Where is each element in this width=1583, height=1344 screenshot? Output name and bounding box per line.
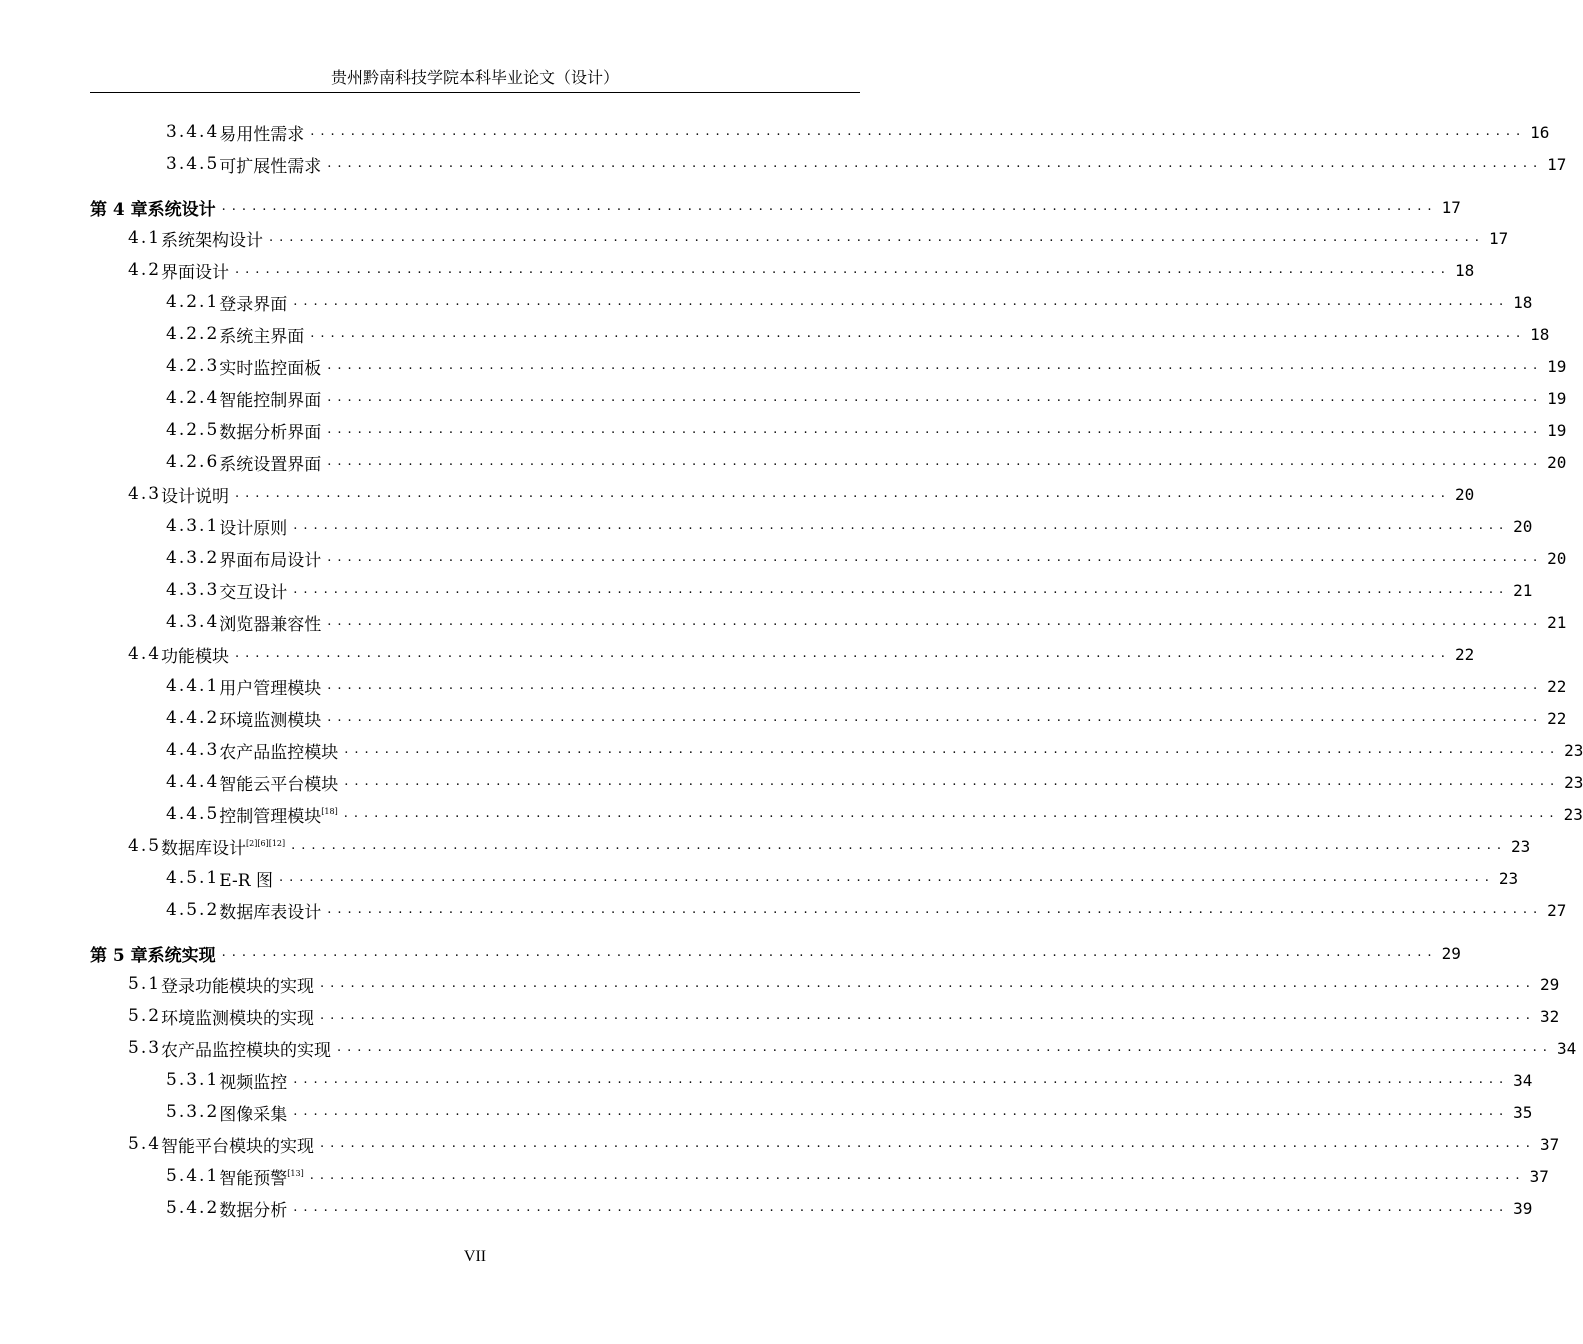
- toc-title: [161, 482, 229, 507]
- toc-page-number: 20: [1513, 516, 1533, 536]
- toc-entry[interactable]: [0, 319, 1550, 349]
- toc-page-number: 23: [1563, 804, 1583, 824]
- toc-title: [219, 706, 321, 731]
- toc-number: 4.3.2: [166, 548, 220, 568]
- dot-leader: ........................................................................................................................: [235, 646, 1451, 661]
- toc-title-text: 实时监控面板: [219, 358, 322, 379]
- toc-title: [161, 972, 314, 997]
- toc-page-number: 23: [1564, 772, 1583, 792]
- toc-title-text: 环境监测模块的实现: [161, 1008, 315, 1029]
- dot-leader: ........................................................................................................................: [293, 1200, 1510, 1215]
- toc-title: [219, 738, 338, 763]
- toc-entry[interactable]: [0, 671, 1567, 701]
- toc-page-number: 17: [1547, 154, 1567, 174]
- toc-title: [219, 290, 287, 315]
- toc-title-text: 易用性需求: [219, 124, 305, 145]
- dot-leader: ........................................................................................................................: [310, 124, 1527, 139]
- toc-entry[interactable]: [0, 511, 1533, 541]
- dot-leader: ........................................................................................................................: [344, 774, 1561, 789]
- toc-number: 5.2: [128, 1006, 162, 1026]
- toc-title-text: 视频监控: [219, 1072, 288, 1093]
- toc-title: [219, 610, 321, 635]
- dot-leader: ........................................................................................................................: [320, 1008, 1536, 1023]
- toc-title: [219, 418, 321, 443]
- toc-page-number: 22: [1454, 644, 1475, 664]
- toc-title-text: 可扩展性需求: [219, 156, 322, 177]
- toc-number: 4.2.2: [166, 324, 220, 344]
- dot-leader: ........................................................................................................................: [293, 518, 1510, 533]
- dot-leader: ........................................................................................................................: [293, 1104, 1510, 1119]
- toc-entry[interactable]: [0, 1129, 1560, 1159]
- dot-leader: ........................................................................................................................: [221, 199, 1438, 214]
- toc-title: [148, 195, 216, 220]
- toc-page-number: 23: [1498, 868, 1519, 888]
- toc-entry[interactable]: [0, 287, 1533, 317]
- toc-number: 4.4.1: [166, 676, 220, 696]
- toc-page-number: 34: [1513, 1070, 1533, 1090]
- dot-leader: ........................................................................................................................: [291, 838, 1508, 853]
- toc-entry[interactable]: [0, 149, 1567, 179]
- toc-number: 4.5: [128, 836, 162, 856]
- toc-number: 4.2.3: [166, 356, 220, 376]
- dot-leader: ........................................................................................................................: [278, 870, 1495, 885]
- toc-entry[interactable]: [0, 479, 1475, 509]
- toc-page-number: 20: [1454, 484, 1475, 504]
- toc-title-text: 智能云平台模块: [219, 774, 339, 795]
- toc-title: [219, 578, 287, 603]
- toc-title-text: 界面布局设计: [219, 550, 322, 571]
- toc-title-text: 智能平台模块的实现: [161, 1136, 315, 1157]
- toc-title: [219, 1164, 303, 1189]
- toc-page-number: 21: [1547, 612, 1567, 632]
- toc-entry[interactable]: [0, 703, 1567, 733]
- dot-leader: ........................................................................................................................: [327, 156, 1544, 171]
- toc-title: [219, 546, 321, 571]
- toc-number: 4.4.4: [166, 772, 220, 792]
- toc-entry[interactable]: [0, 607, 1567, 637]
- toc-page-number: 16: [1530, 122, 1550, 142]
- dot-leader: ........................................................................................................................: [320, 1136, 1536, 1151]
- toc-entry[interactable]: [0, 383, 1567, 413]
- toc-title-text: 设计说明: [161, 486, 230, 507]
- toc-title: [219, 354, 321, 379]
- toc-page-number: 22: [1547, 676, 1567, 696]
- dot-leader: ........................................................................................................................: [269, 230, 1485, 245]
- toc-page-number: 27: [1547, 900, 1567, 920]
- toc-entry[interactable]: [0, 543, 1567, 573]
- toc-title: [161, 226, 263, 251]
- dot-leader: ........................................................................................................................: [309, 1168, 1526, 1183]
- toc-entry[interactable]: [0, 767, 1583, 797]
- dot-leader: ........................................................................................................................: [293, 1072, 1510, 1087]
- toc-number: 5.4.2: [166, 1198, 220, 1218]
- toc-title-text: 界面设计: [161, 262, 230, 283]
- dot-leader: ........................................................................................................................: [327, 454, 1544, 469]
- toc-page-number: 18: [1513, 292, 1533, 312]
- toc-entry[interactable]: [0, 735, 1583, 765]
- dot-leader: ........................................................................................................................: [327, 678, 1544, 693]
- dot-leader: ........................................................................................................................: [310, 326, 1527, 341]
- toc-title-text: 系统架构设计: [161, 230, 264, 251]
- toc-title: [219, 802, 337, 827]
- toc-title-text: 登录功能模块的实现: [161, 976, 315, 997]
- toc-number: 4.4.2: [166, 708, 220, 728]
- dot-leader: ........................................................................................................................: [344, 742, 1561, 757]
- toc-entry[interactable]: [0, 351, 1567, 381]
- toc-number: 3.4.4: [166, 122, 220, 142]
- toc-number: 3.4.5: [166, 154, 220, 174]
- toc-page-number: 17: [1441, 197, 1461, 217]
- toc-title-text: 智能预警: [219, 1168, 288, 1189]
- toc-title: [219, 514, 287, 539]
- toc-number: 4.2.6: [166, 452, 220, 472]
- toc-title-text: 环境监测模块: [219, 710, 322, 731]
- dot-leader: ........................................................................................................................: [327, 550, 1544, 565]
- header-rule: [90, 92, 860, 93]
- dot-leader: ........................................................................................................................: [327, 902, 1544, 917]
- toc-title-text: 交互设计: [219, 582, 288, 603]
- toc-title: [219, 1068, 287, 1093]
- toc-title: [161, 258, 229, 283]
- toc-title-text: 智能控制界面: [219, 390, 322, 411]
- citation-superscript: [18]: [321, 806, 338, 816]
- toc-page-number: 21: [1513, 580, 1533, 600]
- toc-title-text: 功能模块: [161, 646, 230, 667]
- dot-leader: ........................................................................................................................: [343, 806, 1560, 821]
- toc-number: 4.5.1: [166, 868, 220, 888]
- toc-number: 5.4.1: [166, 1166, 220, 1186]
- toc-entry[interactable]: [0, 799, 1583, 829]
- toc-entry[interactable]: [0, 575, 1533, 605]
- toc-title-text: 控制管理模块: [219, 806, 322, 827]
- dot-leader: ........................................................................................................................: [293, 582, 1510, 597]
- toc-entry[interactable]: [0, 1001, 1560, 1031]
- dot-leader: ........................................................................................................................: [337, 1040, 1553, 1055]
- toc-title: [219, 450, 321, 475]
- toc-title-text: 数据库设计: [161, 838, 247, 859]
- toc-title-text: 用户管理模块: [219, 678, 322, 699]
- toc-page-number: 32: [1539, 1006, 1560, 1026]
- toc-page-number: 35: [1513, 1102, 1533, 1122]
- toc-number: 4.3.3: [166, 580, 220, 600]
- toc-page-number: 20: [1547, 548, 1567, 568]
- toc-entry[interactable]: [0, 117, 1550, 147]
- toc-page-number: 37: [1539, 1134, 1560, 1154]
- toc-title: [219, 120, 304, 145]
- toc-title-text: 图像采集: [219, 1104, 288, 1125]
- toc-number: 4.5.2: [166, 900, 220, 920]
- toc-page-number: 37: [1529, 1166, 1549, 1186]
- toc-number: 4.2.4: [166, 388, 220, 408]
- toc-number: 4.2: [128, 260, 162, 280]
- dot-leader: ........................................................................................................................: [327, 358, 1544, 373]
- toc-entry[interactable]: [0, 895, 1567, 925]
- toc-title: [148, 941, 216, 966]
- toc-entry[interactable]: [0, 1161, 1549, 1191]
- toc-page-number: 29: [1539, 974, 1560, 994]
- toc-title: [219, 770, 338, 795]
- page-number: VII: [463, 1248, 487, 1265]
- dot-leader: ........................................................................................................................: [293, 294, 1510, 309]
- toc-page-number: 19: [1547, 388, 1567, 408]
- toc-entry[interactable]: [0, 1065, 1533, 1095]
- toc-page-number: 39: [1513, 1198, 1533, 1218]
- toc-entry[interactable]: [0, 831, 1531, 861]
- toc-entry[interactable]: [0, 192, 1461, 222]
- toc-page-number: 20: [1547, 452, 1567, 472]
- toc-title: [219, 674, 321, 699]
- toc-entry[interactable]: [0, 1097, 1533, 1127]
- toc-title-text: 登录界面: [219, 294, 288, 315]
- toc-page-number: 23: [1564, 740, 1583, 760]
- toc-number: 4.4: [128, 644, 162, 664]
- toc-entry[interactable]: [0, 639, 1475, 669]
- toc-number: 5.1: [128, 974, 162, 994]
- toc-page-number: 23: [1511, 836, 1531, 856]
- toc-title-text: 系统主界面: [219, 326, 305, 347]
- toc-number: 4.3.1: [166, 516, 220, 536]
- dot-leader: ........................................................................................................................: [327, 422, 1544, 437]
- toc-number: 4.3.4: [166, 612, 220, 632]
- toc-title-text: 农产品监控模块: [219, 742, 339, 763]
- toc-entry[interactable]: [0, 1193, 1533, 1223]
- dot-leader: ........................................................................................................................: [327, 710, 1544, 725]
- toc-title-text: 数据分析界面: [219, 422, 322, 443]
- toc-number: 4.3: [128, 484, 162, 504]
- citation-superscript: [2][6][12]: [246, 838, 286, 848]
- toc-number: 5.3.2: [166, 1102, 220, 1122]
- toc-title: [219, 322, 304, 347]
- toc-title: [219, 866, 273, 891]
- toc-page-number: 34: [1556, 1038, 1577, 1058]
- toc-entry[interactable]: [0, 223, 1509, 253]
- toc-number: 5.4: [128, 1134, 162, 1154]
- toc-entry[interactable]: [0, 255, 1475, 285]
- toc-title: [219, 152, 321, 177]
- toc-number: 5.3.1: [166, 1070, 220, 1090]
- toc-title: [219, 898, 321, 923]
- toc-number: 4.2.1: [166, 292, 220, 312]
- toc-number: 第 5 章: [90, 945, 148, 966]
- toc-title-text: 数据库表设计: [219, 902, 322, 923]
- toc-number: 4.4.3: [166, 740, 220, 760]
- toc-page-number: 18: [1530, 324, 1550, 344]
- toc-title: [161, 1036, 331, 1061]
- toc-entry[interactable]: [0, 447, 1567, 477]
- toc-page-number: 19: [1547, 356, 1567, 376]
- toc-title-text: 数据分析: [219, 1200, 288, 1221]
- toc-entry[interactable]: [0, 863, 1519, 893]
- toc-title-text: 系统实现: [147, 945, 216, 966]
- toc-title: [161, 642, 229, 667]
- dot-leader: ........................................................................................................................: [320, 976, 1536, 991]
- toc-title: [219, 1196, 287, 1221]
- toc-number: 4.4.5: [166, 804, 220, 824]
- citation-superscript: [13]: [287, 1168, 304, 1178]
- toc-title-text: 农产品监控模块的实现: [161, 1040, 332, 1061]
- toc-title: [161, 834, 285, 859]
- toc-title-text: 设计原则: [219, 518, 288, 539]
- toc-title-text: E-R 图: [219, 870, 273, 891]
- toc-number: 4.1: [128, 228, 162, 248]
- toc-title: [161, 1132, 314, 1157]
- toc-entry[interactable]: [0, 415, 1567, 445]
- running-header: 贵州黔南科技学院本科毕业论文（设计）: [330, 68, 619, 87]
- toc-entry[interactable]: [0, 938, 1461, 968]
- toc-entry[interactable]: [0, 969, 1560, 999]
- toc-title-text: 系统设计: [147, 199, 216, 220]
- dot-leader: ........................................................................................................................: [327, 390, 1544, 405]
- toc-entry[interactable]: [0, 1033, 1577, 1063]
- dot-leader: ........................................................................................................................: [327, 614, 1544, 629]
- toc-title-text: 浏览器兼容性: [219, 614, 322, 635]
- toc-title: [219, 1100, 287, 1125]
- dot-leader: ........................................................................................................................: [235, 486, 1451, 501]
- toc-page-number: 29: [1441, 943, 1461, 963]
- dot-leader: ........................................................................................................................: [235, 262, 1451, 277]
- toc-number: 4.2.5: [166, 420, 220, 440]
- toc-title-text: 系统设置界面: [219, 454, 322, 475]
- toc-number: 5.3: [128, 1038, 162, 1058]
- toc-page-number: 18: [1454, 260, 1475, 280]
- toc-number: 第 4 章: [90, 199, 148, 220]
- toc-page-number: 19: [1547, 420, 1567, 440]
- toc-page-number: 22: [1547, 708, 1567, 728]
- dot-leader: ........................................................................................................................: [221, 945, 1438, 960]
- toc-title: [219, 386, 321, 411]
- toc-title: [161, 1004, 314, 1029]
- toc-page-number: 17: [1488, 228, 1509, 248]
